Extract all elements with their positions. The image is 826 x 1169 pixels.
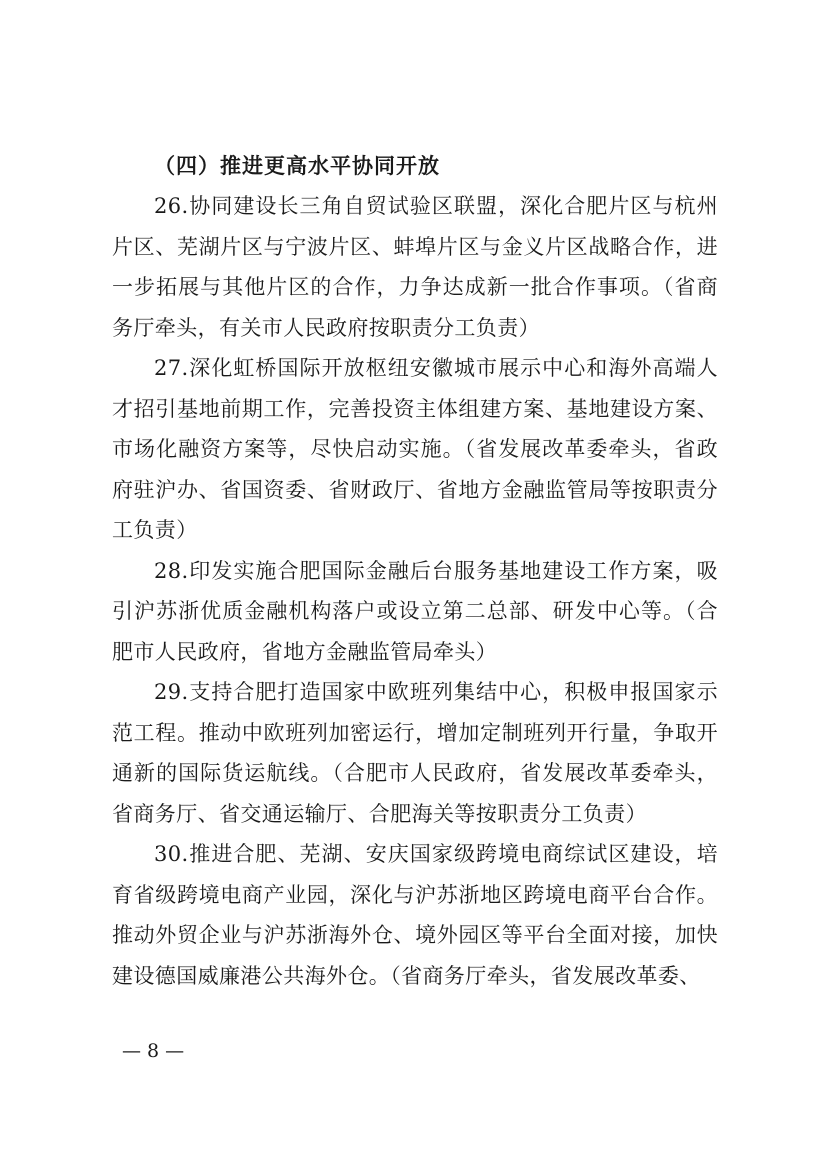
section-heading: （四）推进更高水平协同开放 <box>154 153 440 178</box>
document-body <box>112 146 718 996</box>
paragraph-26: 26.协同建设长三角自贸试验区联盟，深化合肥片区与杭州片区、芜湖片区与宁波片区、蚌埠片区与金义片区战略合作，进一步拓展与其他片区的合作，力争达成新一批合作事项。（省商务厅牵头，有关市人民政府按职责分工负责） <box>112 194 718 340</box>
paragraph-27: 27.深化虹桥国际开放枢纽安徽城市展示中心和海外高端人才招引基地前期工作，完善投资主体组建方案、基地建设方案、市场化融资方案等，尽快启动实施。（省发展改革委牵头，省政府驻沪办、省国资委、省财政厅、省地方金融监管局等按职责分工负责） <box>112 356 718 542</box>
paragraph-29: 29.支持合肥打造国家中欧班列集结中心，积极申报国家示范工程。推动中欧班列加密运行，增加定制班列开行量，争取开通新的国际货运航线。（合肥市人民政府，省发展改革委牵头，省商务厅、省交通运输厅、合肥海关等按职责分工负责） <box>112 680 718 826</box>
page-number: — 8 — <box>122 1040 185 1062</box>
paragraph-30: 30.推进合肥、芜湖、安庆国家级跨境电商综试区建设，培育省级跨境电商产业园，深化与沪苏浙地区跨境电商平台合作。推动外贸企业与沪苏浙海外仓、境外园区等平台全面对接，加快建设德国威廉港公共海外仓。（省商务厅牵头，省发展改革委、 <box>112 842 718 988</box>
paragraph-28: 28.印发实施合肥国际金融后台服务基地建设工作方案，吸引沪苏浙优质金融机构落户或设立第二总部、研发中心等。（合肥市人民政府，省地方金融监管局牵头） <box>112 558 718 664</box>
